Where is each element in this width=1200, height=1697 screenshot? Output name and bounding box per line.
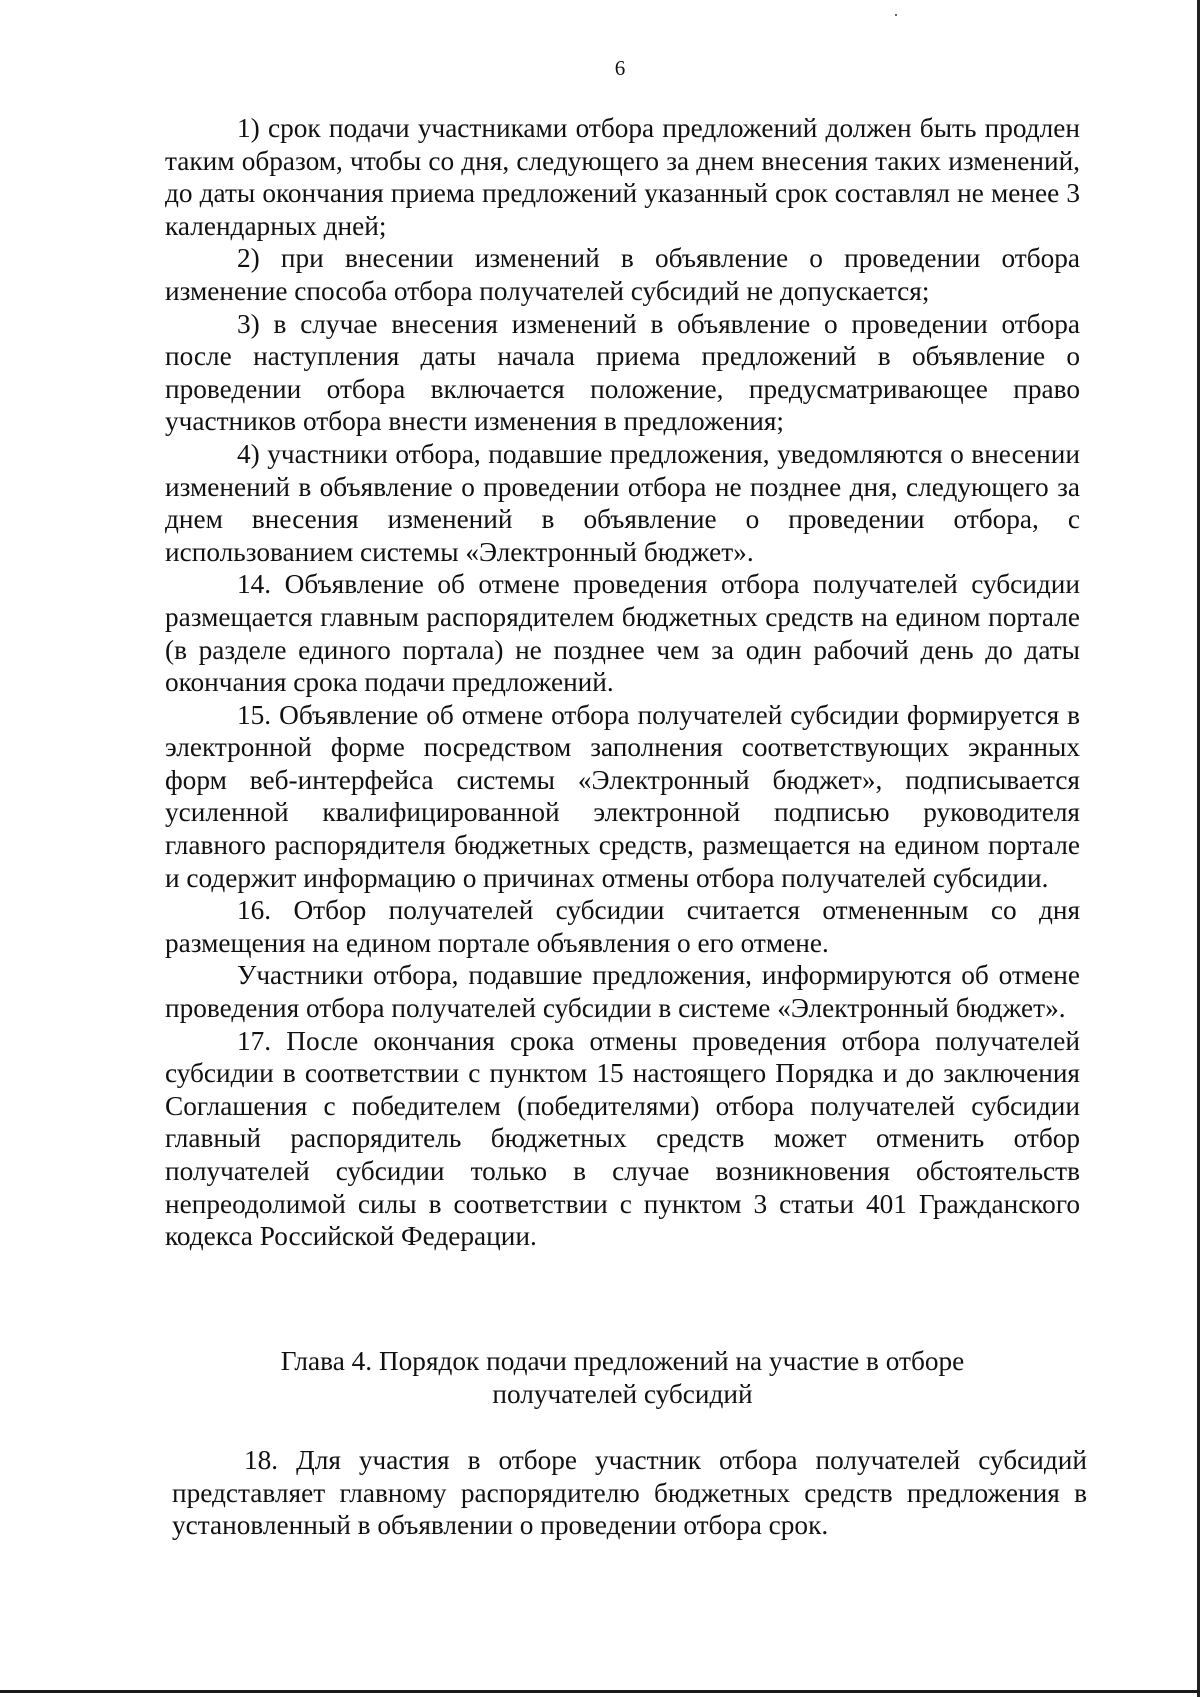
paragraph-17: 17. После окончания срока отмены проведения отбора получателей субсидии в соответствии с пунктом 15 настоящего Порядка и до заключения Соглашения с победителем (победителями) отбора получателей субсидии главный распорядитель бюджетных средств может отменить отбор получателей субсидии только в случае возникновения обстоятельств непреодолимой силы в соответствии с пунктом 3 статьи 401 Гражданского кодекса Российской Федерации. <box>165 1025 1080 1252</box>
chapter-heading-line-2: получателей субсидий <box>492 1379 753 1409</box>
paragraph-14: 14. Объявление об отмене проведения отбора получателей субсидии размещается главным распорядителем бюджетных средств на едином портале (в разделе единого портала) не позднее чем за один рабочий день до даты окончания срока подачи предложений. <box>165 569 1080 698</box>
paragraph-15: 15. Объявление об отмене отбора получателей субсидии формируется в электронной форме посредством заполнения соответствующих экранных форм веб-интерфейса системы «Электронный бюджет», подписывается усиленной квалифицированной электронной подписью руководителя главного распорядителя бюджетных средств, размещается на едином портале и содержит информацию о причинах отмены отбора получателей субсидии. <box>165 699 1080 893</box>
page-number: 6 <box>614 56 626 80</box>
chapter-text <box>172 1444 1087 1542</box>
paragraph-item-4: 4) участники отбора, подавшие предложения, уведомляются о внесении изменений в объявление о проведении отбора не позднее дня, следующего за днем внесения изменений в объявление о проведении отбора, с использованием системы «Электронный бюджет». <box>165 438 1080 567</box>
chapter-heading <box>165 1345 1080 1411</box>
paragraph-item-2: 2) при внесении изменений в объявление о проведении отбора изменение способа отбора получателей субсидий не допускается; <box>165 243 1080 306</box>
scan-edge-bottom <box>0 1690 1200 1693</box>
paragraph-16: 16. Отбор получателей субсидии считается отмененным со дня размещения на едином портале объявления о его отмене. <box>165 895 1080 958</box>
paragraph-18: 18. Для участия в отборе участник отбора получателей субсидий представляет главному распорядителю бюджетных средств предложения в установленный в объявлении о проведении отбора срок. <box>172 1445 1087 1541</box>
paragraph-item-3: 3) в случае внесения изменений в объявление о проведении отбора после наступления даты начала приема предложений в объявление о проведении отбора включается положение, предусматривающее право участников отбора внести изменения в предложения; <box>165 308 1080 437</box>
scan-speck <box>895 14 897 16</box>
paragraph-16-participants: Участники отбора, подавшие предложения, информируются об отмене проведения отбора получателей субсидии в системе «Электронный бюджет». <box>165 960 1080 1024</box>
main-text <box>165 112 1080 1253</box>
paragraph-item-1: 1) срок подачи участниками отбора предложений должен быть продлен таким образом, чтобы со дня, следующего за днем внесения таких изменений, до даты окончания приема предложений указанный срок составлял не менее 3 календарных дней; <box>165 113 1080 241</box>
chapter-heading-line-1: Глава 4. Порядок подачи предложений на участие в отборе <box>280 1346 965 1376</box>
